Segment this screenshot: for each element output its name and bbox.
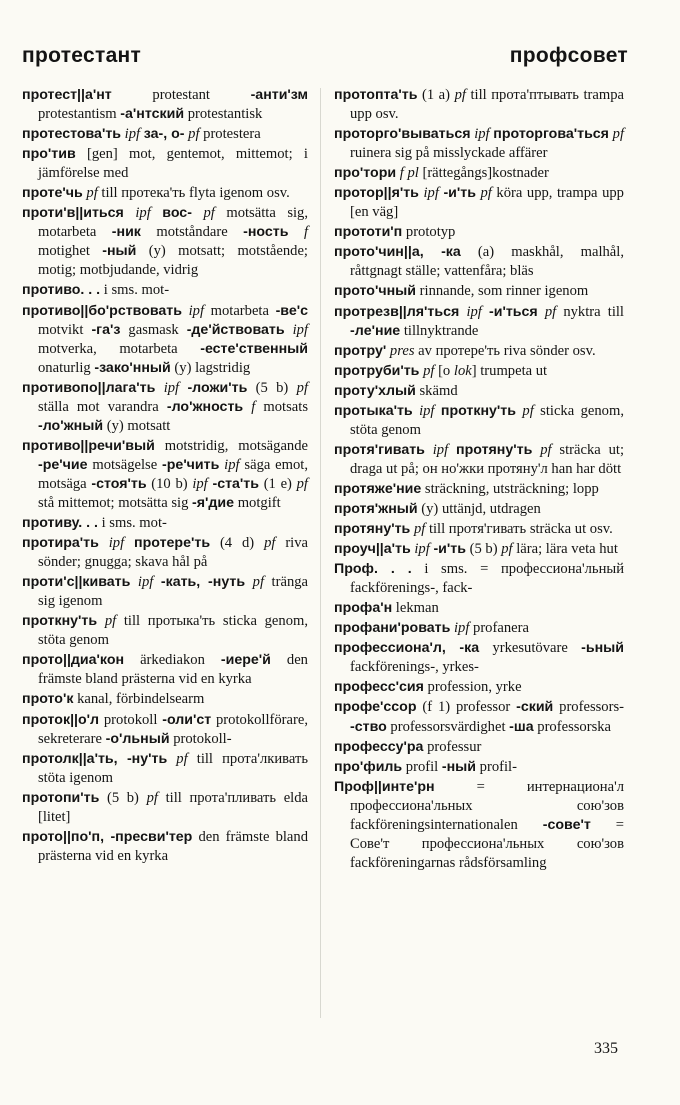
headword: -анти'зм (250, 87, 308, 103)
headword: про'филь (334, 758, 403, 775)
headword: протор||я'ть (334, 185, 419, 202)
headword: -оли'ст (162, 711, 212, 728)
dictionary-column-right (334, 86, 624, 874)
definition-text: sträckning, utsträckning; lopp (421, 480, 599, 497)
headword: протяну'ть (334, 521, 411, 538)
definition-text: motsägelse (87, 456, 163, 473)
definition-text: i sms. mot- (100, 282, 170, 299)
definition-text: motighet (38, 243, 103, 260)
definition-text (153, 574, 161, 590)
headword: протру' (334, 342, 387, 359)
dictionary-entry (22, 437, 308, 513)
definition-text (285, 322, 293, 338)
definition-text: till протека'ть flyta igenom osv. (97, 185, 290, 202)
definition-text: professorska (533, 718, 612, 735)
definition-text (448, 442, 456, 458)
definition-text: protestera (199, 126, 261, 143)
headword: протест||а'нт (22, 87, 112, 103)
headword: Проф||инте'рн (334, 778, 435, 795)
grammar-label: ipf (474, 126, 490, 143)
dictionary-entry (334, 500, 624, 519)
headword: -я'дие (192, 494, 235, 511)
definition-text (482, 304, 489, 320)
definition-text: motståndare (140, 224, 244, 241)
definition-text: (y) motsatt; motstående; motig; motbjudande, vidrig (38, 243, 308, 279)
headword: -ложи'ть (187, 379, 248, 396)
definition-text: stå mittemot; motsätta sig (38, 494, 193, 511)
dictionary-entry (22, 690, 308, 709)
definition-text: protokollförare, sekreterare (38, 711, 309, 747)
dictionary-entry (334, 758, 624, 777)
dictionary-column-left (22, 86, 308, 867)
headword: -и'ть (433, 541, 466, 558)
definition-text: [gen] mot, gentemot, mittemot; i jämförelse med (38, 146, 308, 182)
dictionary-entry (334, 86, 624, 124)
dictionary-entry (22, 302, 308, 378)
headword: профани'ровать (334, 620, 451, 637)
headword: -иерe'й (220, 652, 271, 669)
definition-text: profil (402, 758, 442, 775)
definition-text: gasmask (120, 321, 187, 338)
definition-text: motstridig, motsägande (154, 437, 308, 454)
grammar-label: f (303, 224, 308, 241)
grammar-label: pf (176, 750, 188, 767)
headword: протопи'ть (22, 789, 100, 806)
definition-text: (10 b) (146, 475, 193, 492)
definition-text: (y) motsatt (103, 417, 171, 434)
definition-text: (5 b) (247, 379, 297, 396)
headword: за-, о- (143, 126, 185, 143)
headword: противопо||лага'ть (22, 379, 156, 396)
dictionary-entry (22, 711, 308, 749)
grammar-label: pf (203, 205, 215, 222)
definition-text: ärkediakon (124, 652, 221, 669)
dictionary-entry (334, 778, 624, 873)
definition-text: professur (423, 738, 482, 755)
dictionary-entry (334, 520, 624, 539)
grammar-label: ipf (108, 535, 125, 552)
definition-text: fackförenings-, yrkes- (350, 659, 479, 676)
headword: про'тори (334, 165, 397, 182)
headword: -а'нтский (120, 106, 185, 123)
dictionary-entry (334, 599, 624, 618)
definition-text: professors- (553, 699, 624, 716)
dictionary-entry (22, 612, 308, 650)
definition-text: = Сове'т профессиона'льных сою'зов fackföreningarnas rådsförsamling (350, 816, 624, 871)
definition-text: i sms. mot- (97, 515, 167, 532)
definition-text: protestantisk (184, 106, 263, 123)
definition-text: profil- (476, 758, 517, 775)
headword: -рe'чие (38, 456, 88, 473)
headword: -га'з (91, 321, 121, 338)
dictionary-entry (22, 789, 308, 827)
definition-text: profanera (469, 620, 529, 637)
definition-text (192, 205, 204, 221)
headword: -ло'жность (166, 398, 244, 415)
definition-text (151, 205, 163, 221)
headword: -кать, -нуть (160, 574, 246, 591)
definition-text: till протя'гивать sträcka ut osv. (425, 521, 613, 538)
definition-text: (y) lagstridig (170, 359, 251, 376)
definition-text: (f 1) professor (416, 699, 517, 716)
headword: противо||рeчи'вый (22, 437, 155, 454)
grammar-label: ipf (137, 574, 154, 591)
definition-text: ] trumpeta ut (471, 362, 548, 379)
headword: -ный (102, 243, 137, 260)
definition-text: till прота'лкивать stöta igenom (38, 750, 308, 786)
headword: професс'сия (334, 679, 424, 696)
definition-text (124, 535, 134, 551)
grammar-label: f (251, 398, 256, 415)
headword: профе'ссор (334, 699, 417, 716)
definition-text: [rättegångs]kostnader (418, 165, 549, 182)
definition-text (97, 613, 105, 629)
definition-text: av протерe'ть riva sönder osv. (414, 342, 596, 359)
definition-text (155, 380, 163, 396)
definition-text: sträcka ut; draga ut på; он но'жки протяну'л han har dött (350, 441, 625, 477)
headword: -ьный (581, 640, 624, 657)
grammar-label: pf (296, 379, 308, 396)
grammar-label: ipf (224, 456, 240, 473)
headword: протя'жный (334, 500, 418, 517)
dictionary-entry (334, 382, 624, 401)
definition-text: riva sönder; gnugga; skava hål på (38, 535, 309, 571)
headword: прото'к (22, 691, 74, 708)
headword: профессу'ра (334, 738, 424, 755)
headword: -ста'ть (212, 475, 259, 492)
headword: прото||диа'кон (22, 652, 125, 669)
definition-text (167, 751, 176, 767)
headword: Проф. . . (334, 561, 412, 578)
definition-text (245, 574, 253, 590)
grammar-label: pf (264, 535, 276, 552)
dictionary-entry (334, 282, 624, 301)
grammar-label: f pl (399, 165, 419, 182)
definition-text: tränga sig igenom (38, 574, 309, 610)
grammar-label: pf (540, 441, 552, 458)
dictionary-entry (334, 639, 624, 677)
dictionary-entry (334, 125, 624, 163)
grammar-label: pf (146, 789, 158, 806)
headword: -стоя'ть (91, 475, 147, 492)
definition-text: nyktra till (556, 303, 624, 320)
grammar-label: ipf (414, 541, 430, 558)
definition-text (425, 442, 433, 458)
definition-text: (1 e) (258, 475, 297, 492)
definition-text (99, 535, 109, 551)
definition-text: (5 b) (99, 789, 147, 806)
definition-text: lära; lära veta hut (512, 541, 618, 558)
dictionary-entry (22, 145, 308, 183)
headword: противо. . . (22, 282, 101, 299)
running-head-right: профсовет (509, 44, 628, 67)
grammar-label: pf (423, 362, 435, 379)
headword: проток||о'л (22, 711, 100, 728)
dictionary-entry (334, 678, 624, 697)
dictionary-entry (22, 204, 308, 280)
grammar-label: pf (522, 402, 534, 419)
dictionary-entry (334, 619, 624, 638)
headword: протруби'ть (334, 362, 420, 379)
grammar-label: pf (86, 185, 98, 202)
definition-text: protestantism (38, 106, 121, 123)
dictionary-entry (334, 540, 624, 559)
grammar-label: pf (296, 475, 308, 492)
definition-text: prototyp (402, 224, 456, 241)
grammar-label: ipf (432, 441, 449, 458)
grammar-label: ipf (419, 402, 435, 419)
headword: протира'ть (22, 535, 99, 552)
dictionary-entry (22, 281, 308, 300)
headword: профессиона'л, -ка (334, 640, 480, 657)
headword: прото'чный (334, 283, 416, 300)
headword: -ло'жный (38, 417, 104, 434)
grammar-label: ipf (292, 321, 308, 338)
dictionary-entry (22, 534, 308, 572)
column-divider (320, 88, 321, 1018)
headword: протрезв||ля'ться (334, 303, 460, 320)
headword: -ский (516, 699, 554, 716)
headword: проуч||а'ть (334, 541, 411, 558)
grammar-label: ipf (124, 126, 141, 143)
headword: -и'ться (489, 303, 538, 320)
definition-text: motverka, motarbeta (38, 340, 201, 357)
definition-text (532, 442, 540, 458)
headword: противу. . . (22, 515, 98, 532)
definition-text: professorsvärdighet (386, 718, 510, 735)
grammar-label: pf (612, 126, 625, 143)
dictionary-entry (22, 184, 308, 203)
dictionary-entry (22, 379, 308, 436)
grammar-label: ipf (163, 379, 180, 396)
dictionary-entry (22, 651, 308, 689)
dictionary-entry (334, 362, 624, 381)
definition-text: motsats (255, 398, 308, 415)
headword: -зако'нный (94, 359, 171, 376)
headword: протяжe'ние (334, 480, 422, 497)
grammar-label: ipf (135, 205, 151, 222)
headword: -сове'т (542, 816, 591, 833)
headword: протяну'ть (456, 441, 533, 458)
dictionary-entry (22, 86, 308, 124)
definition-text: (a) maskhål, malhål, råttgnagt ställe; vattenfåra; bläs (350, 244, 624, 280)
headword: -есте'ственный (200, 340, 308, 357)
headword: проторгова'ться (493, 126, 609, 143)
definition-text: (4 d) (210, 535, 265, 552)
definition-text: skämd (415, 382, 458, 399)
definition-text: den främste bland prästerna vid en kyrka (38, 828, 308, 864)
dictionary-entry (22, 514, 308, 533)
dictionary-entry (334, 243, 624, 281)
grammar-label: pf (252, 574, 264, 591)
definition-text: den främste bland prästerna vid en kyrka (38, 652, 308, 688)
definition-text: (5 b) (465, 541, 502, 558)
definition-text: motarbeta (204, 302, 276, 319)
definition-text: sticka genom, stöta genom (350, 402, 624, 438)
dictionary-entry (334, 738, 624, 757)
headword: -ный (441, 758, 477, 775)
running-head-left: протестант (22, 44, 142, 67)
headword: -ность (243, 224, 289, 241)
definition-text: onaturlig (38, 359, 95, 376)
headword: -о'льный (105, 730, 170, 747)
dictionary-entry (22, 573, 308, 611)
headword: про'тив (22, 146, 76, 163)
definition-text: protestant (111, 87, 251, 103)
headword: -и'ть (443, 185, 476, 202)
headword: -лe'ние (350, 322, 401, 339)
definition-text: i sms. = профессиона'льный fackförenings-, fack- (350, 561, 625, 597)
grammar-label: ipf (192, 475, 208, 492)
definition-text: protokoll (99, 711, 163, 728)
headword: вос- (162, 205, 192, 222)
grammar-label: ipf (466, 303, 482, 320)
definition-text: profession, yrke (423, 679, 522, 696)
grammar-label: pf (454, 87, 466, 103)
definition-text: säga emot, motsäga (38, 456, 308, 492)
headword: -ство (350, 718, 387, 735)
grammar-label: pf (501, 541, 513, 558)
definition-text: motvikt (38, 321, 92, 338)
dictionary-entry (22, 828, 308, 866)
definition-text: till протыка'ть sticka genom, stöta genom (38, 613, 308, 649)
headword: проту'хлый (334, 382, 416, 399)
grammar-label: pf (188, 126, 200, 143)
dictionary-entry (334, 184, 624, 222)
dictionary-entry (334, 223, 624, 242)
definition-text: (y) uttänjd, utdragen (417, 500, 541, 517)
headword: протя'гивать (334, 441, 425, 458)
definition-text: (1 a) (417, 87, 455, 103)
grammar-label: pf (480, 185, 492, 202)
definition-text: protokoll- (169, 730, 232, 747)
dictionary-entry (334, 303, 624, 341)
definition-text: yrkesutövare (479, 640, 582, 657)
dictionary-entry (334, 402, 624, 440)
headword: протолк||а'ть, -ну'ть (22, 750, 168, 767)
dictionary-entry (334, 342, 624, 361)
definition-text: tillnyktrande (400, 322, 479, 339)
dictionary-entry (22, 750, 308, 788)
definition-text (130, 574, 138, 590)
definition-text: ställa mot varandra (38, 398, 167, 415)
headword: -ве'с (275, 302, 308, 319)
headword: прототи'п (334, 224, 403, 241)
dictionary-entry (334, 698, 624, 736)
headword: протыка'ть (334, 402, 413, 419)
grammar-label: lok (453, 362, 472, 379)
headword: -ник (111, 224, 141, 241)
headword: прото||по'п, -пресви'тер (22, 828, 193, 845)
dictionary-entry (22, 125, 308, 144)
definition-text: = интернациона'л профессиона'льных сою'зов fackföreningsinternationalen (350, 778, 624, 833)
headword: противо||бо'рствовать (22, 302, 182, 319)
dictionary-entry (334, 560, 624, 598)
headword: протe'чь (22, 185, 83, 202)
headword: -рe'чить (162, 456, 220, 473)
grammar-label: pf (544, 303, 557, 320)
grammar-label: ipf (188, 302, 204, 319)
dictionary-entry (334, 441, 624, 479)
headword: проти'в||иться (22, 205, 124, 222)
definition-text (124, 205, 136, 221)
page-number: 335 (594, 1040, 618, 1057)
definition-text: ruinera sig på misslyckade affärer (350, 145, 548, 162)
grammar-label: ipf (423, 185, 439, 202)
definition-text: lekman (392, 600, 439, 617)
headword: профа'н (334, 600, 393, 617)
headword: протерe'ть (134, 535, 211, 552)
definition-text: [o (434, 362, 454, 379)
definition-text: till прота'пливать elda [litet] (38, 789, 309, 825)
definition-text (538, 304, 545, 320)
definition-text: köra upp, trampa upp [en väg] (350, 185, 624, 221)
definition-text (288, 224, 303, 240)
headword: проторго'вываться (334, 126, 471, 143)
headword: проткну'ть (440, 402, 516, 419)
definition-text: till прота'птывать trampa upp osv. (350, 87, 624, 123)
headword: прото'чин||а, -ка (334, 244, 461, 261)
definition-text: motsätta sig, motarbeta (38, 205, 308, 241)
headword: проти'с||кивать (22, 574, 131, 591)
headword: проткну'ть (22, 613, 98, 630)
grammar-label: pf (104, 613, 117, 630)
definition-text (182, 303, 189, 319)
headword: протопта'ть (334, 87, 418, 103)
definition-text: rinnande, som rinner igenom (416, 283, 589, 300)
definition-text: kanal, förbindelsearm (73, 691, 205, 708)
grammar-label: pres (389, 342, 415, 359)
grammar-label: ipf (453, 620, 470, 637)
dictionary-entry (334, 164, 624, 183)
headword: протестова'ть (22, 126, 121, 143)
grammar-label: pf (413, 521, 426, 538)
dictionary-entry (334, 480, 624, 499)
headword: -де'йствовать (186, 321, 285, 338)
definition-text: motgift (234, 494, 281, 511)
headword: -ша (509, 718, 534, 735)
